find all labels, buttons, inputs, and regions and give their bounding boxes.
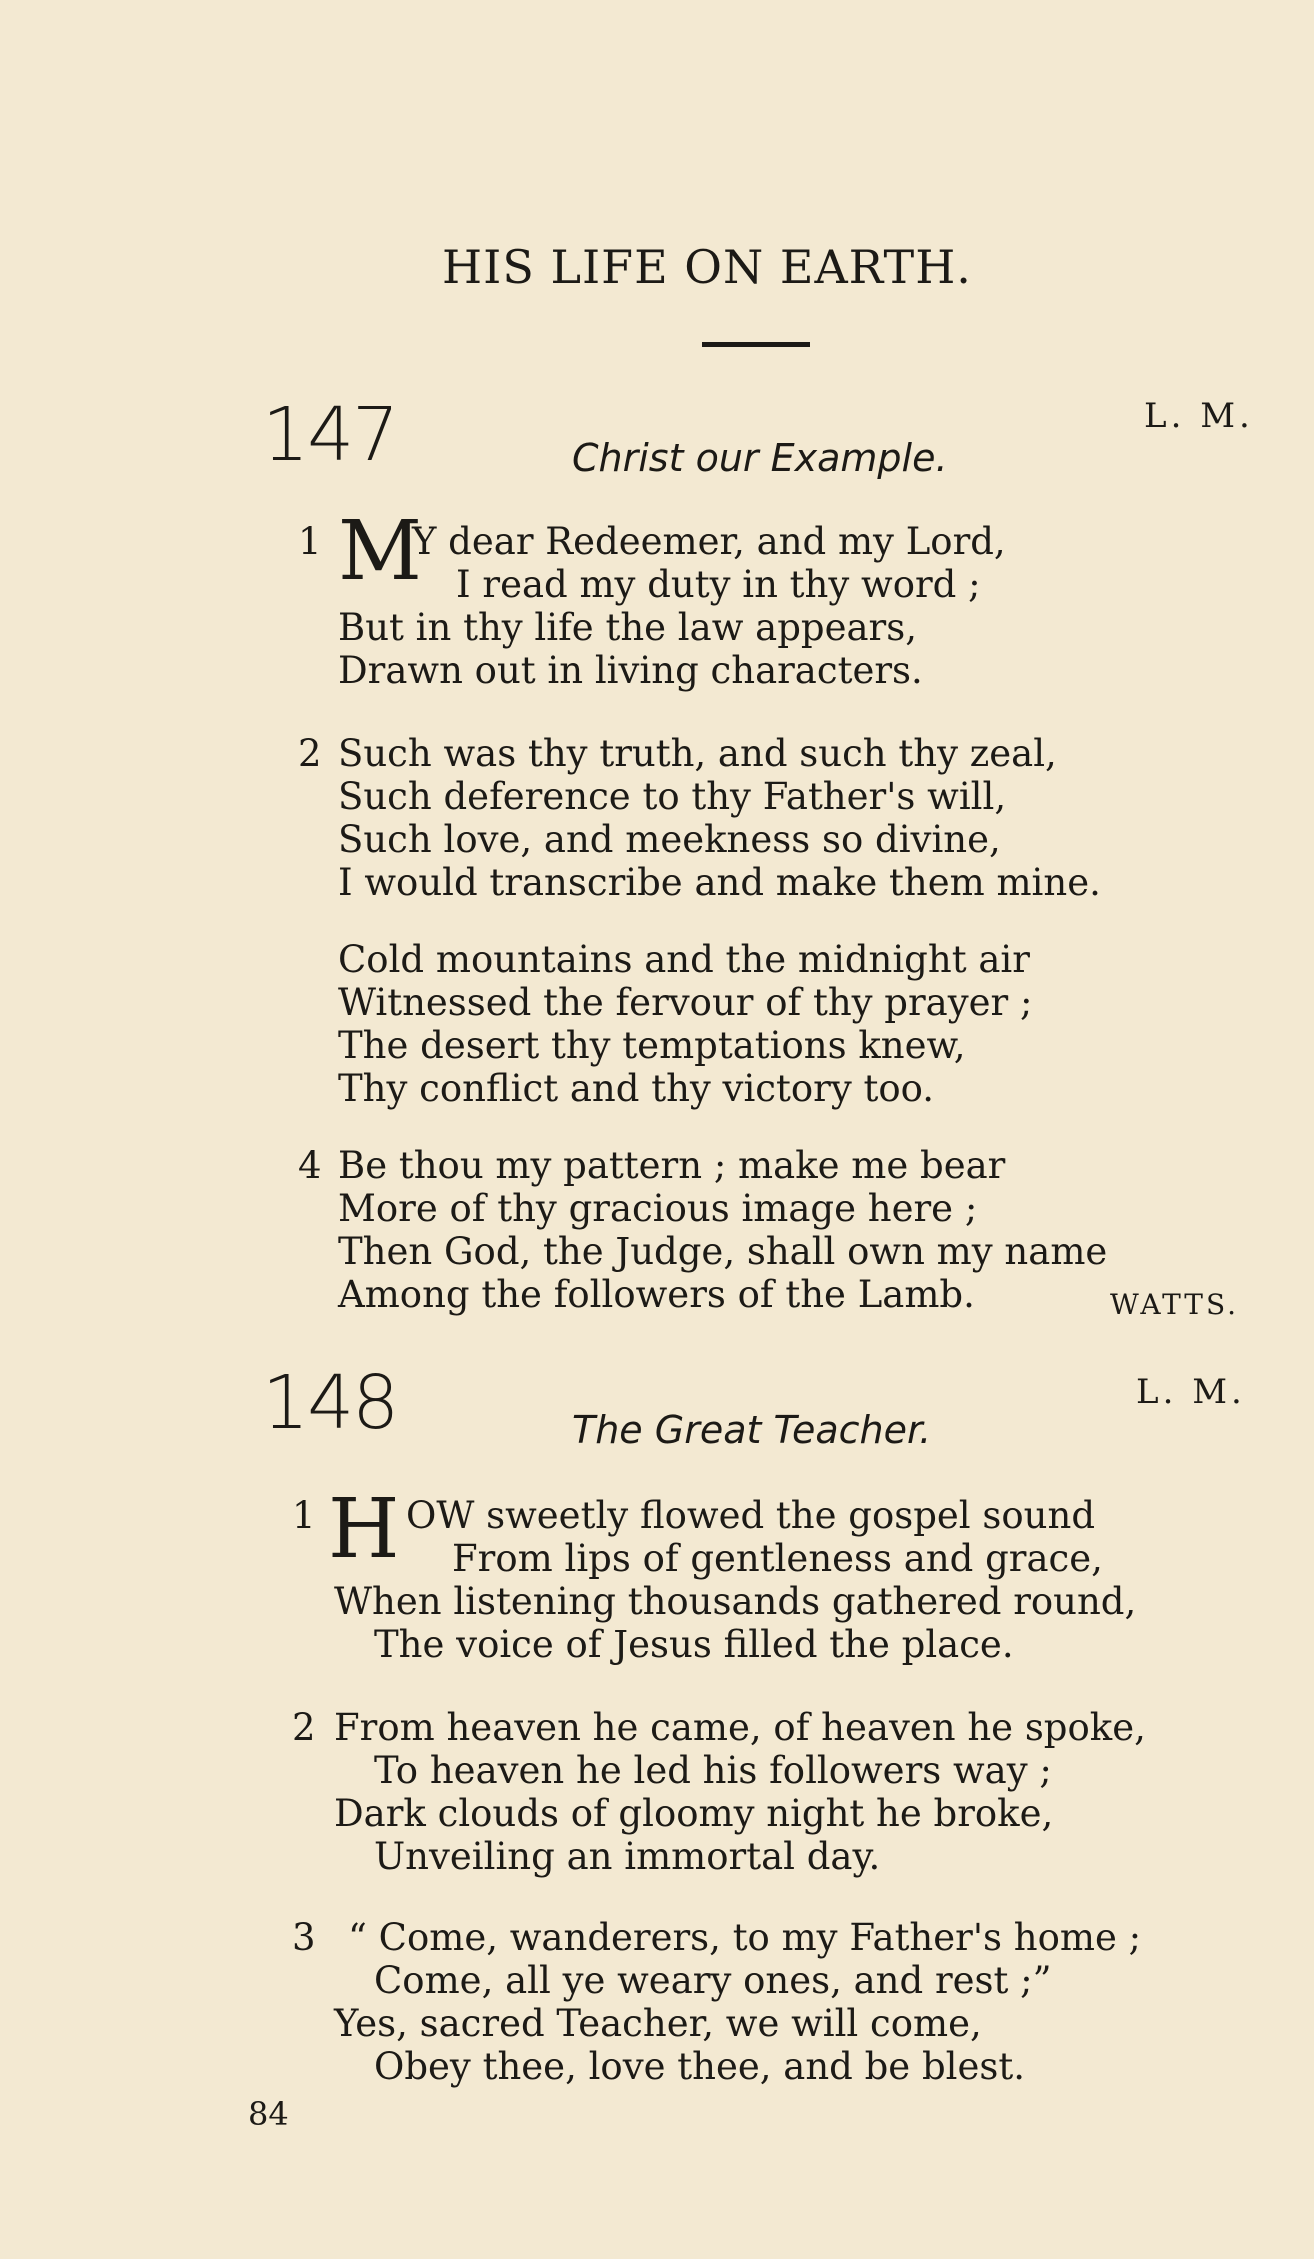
stanza-number: 2 <box>298 732 322 775</box>
stanza-147-3 <box>298 938 1032 1110</box>
verse-line: Drawn out in living characters. <box>338 649 923 692</box>
hymn-number-148: 148 <box>262 1360 398 1446</box>
hymn-meter-147: L. M. <box>1144 396 1254 436</box>
stanza-148-1 <box>292 1482 1137 1666</box>
verse-line: The voice of Jesus filled the place. <box>374 1623 1014 1666</box>
verse-line: Yes, sacred Teacher, we will come, <box>334 2002 982 2045</box>
stanza-number: 1 <box>292 1494 316 1537</box>
drop-cap: M <box>338 504 422 599</box>
verse-line: Such deference to thy Father's will, <box>338 775 1007 818</box>
verse-line: Among the followers of the Lamb. <box>338 1273 975 1316</box>
page-number: 84 <box>248 2095 289 2133</box>
verse-line: Be thou my pattern ; make me bear <box>338 1144 1006 1187</box>
header-rule <box>702 342 810 347</box>
verse-line: Come, all ye weary ones, and rest ;” <box>374 1959 1052 2002</box>
stanza-148-3 <box>292 1916 1141 2088</box>
verse-line: To heaven he led his followers way ; <box>374 1749 1052 1792</box>
stanza-147-4 <box>298 1144 1107 1316</box>
verse-line: “ Come, wanderers, to my Father's home ; <box>348 1916 1142 1959</box>
verse-line: Such love, and meekness so divine, <box>338 818 1001 861</box>
stanza-147-2 <box>298 732 1101 904</box>
stanza-147-1 <box>298 504 1006 692</box>
verse-line: OW sweetly flowed the gospel sound <box>406 1494 1095 1537</box>
verse-line: I would transcribe and make them mine. <box>338 861 1101 904</box>
verse-line: When listening thousands gathered round, <box>334 1580 1137 1623</box>
verse-line: Cold mountains and the midnight air <box>338 938 1030 981</box>
stanza-number: 1 <box>298 520 322 563</box>
hymn-title-147: Christ our Example. <box>572 436 948 480</box>
verse-line: Thy conflict and thy victory too. <box>338 1067 935 1110</box>
stanza-number: 4 <box>298 1144 322 1187</box>
stanza-number: 2 <box>292 1706 316 1749</box>
drop-cap: H <box>328 1482 400 1577</box>
hymn-number-147: 147 <box>262 392 398 478</box>
hymn-author-147: WATTS. <box>1110 1288 1240 1321</box>
running-head: HIS LIFE ON EARTH. <box>442 240 972 294</box>
verse-line: Obey thee, love thee, and be blest. <box>374 2045 1025 2088</box>
verse-line: From heaven he came, of heaven he spoke, <box>334 1706 1146 1749</box>
verse-line: Dark clouds of gloomy night he broke, <box>334 1792 1054 1835</box>
hymn-meter-148: L. M. <box>1136 1372 1246 1412</box>
stanza-number: 3 <box>292 1916 316 1959</box>
verse-line: Such was thy truth, and such thy zeal, <box>338 732 1057 775</box>
verse-line: The desert thy temptations knew, <box>338 1024 966 1067</box>
verse-line: From lips of gentleness and grace, <box>452 1537 1103 1580</box>
verse-line: Y dear Redeemer, and my Lord, <box>412 520 1006 563</box>
verse-line: More of thy gracious image here ; <box>338 1187 978 1230</box>
verse-line: I read my duty in thy word ; <box>456 563 981 606</box>
verse-line: Witnessed the fervour of thy prayer ; <box>338 981 1033 1024</box>
verse-line: Unveiling an immortal day. <box>374 1835 881 1878</box>
hymn-title-148: The Great Teacher. <box>572 1408 932 1452</box>
verse-line: Then God, the Judge, shall own my name <box>338 1230 1108 1273</box>
verse-line: But in thy life the law appears, <box>338 606 917 649</box>
stanza-148-2 <box>292 1706 1146 1878</box>
